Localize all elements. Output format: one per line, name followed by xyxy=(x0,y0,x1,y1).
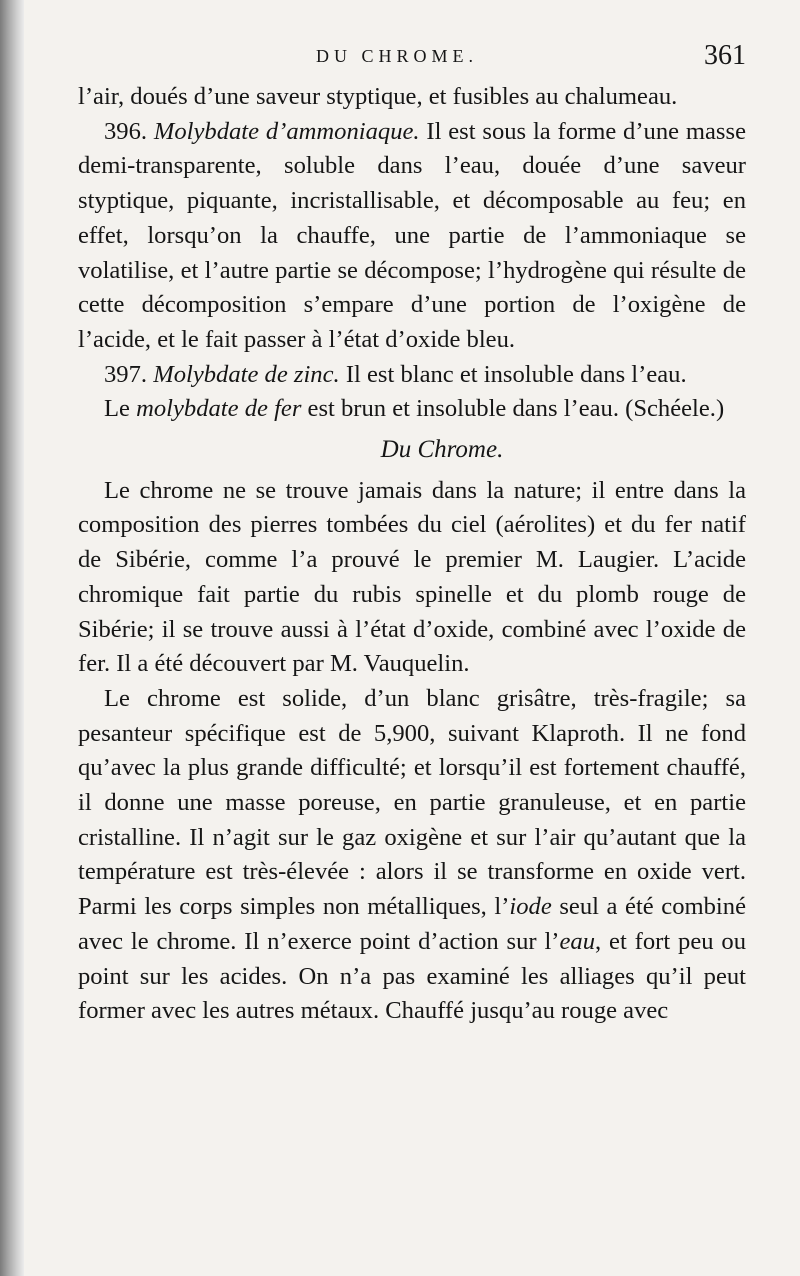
body-text xyxy=(78,80,746,1029)
paragraph-text: Le xyxy=(104,395,130,423)
section-number: 397. xyxy=(104,360,148,388)
paragraph-text: Il est blanc et insoluble dans l’eau. xyxy=(345,360,687,388)
inline-italic-term: eau xyxy=(559,927,596,955)
section-title: Molybdate de zinc. xyxy=(153,360,340,388)
paragraph-text: Le chrome est solide, d’un blanc grisâtre, très-fragile; sa pesanteur spécifique est de 5,900, suivant Klaproth. Il ne fond qu’avec la plus grande difficulté; et lorsqu’il est fortement chauffé, il donne une masse poreuse, en partie granuleuse, et en partie cristalline. Il n’agit sur le gaz oxigène et sur l’air qu’autant que la température est très-élevée : alors il se transforme en oxide vert. Parmi les corps simples non métalliques, l’ xyxy=(78,684,746,921)
page-number: 361 xyxy=(704,40,746,71)
paragraph-text: , et fort peu ou point sur les acides. On n’a pas examiné les alliages qu’il peut former avec les autres métaux. Chauffé jusqu’au rouge avec xyxy=(78,927,746,1025)
paragraph-text: est brun et insoluble dans l’eau. (Schéele.) xyxy=(307,395,725,423)
paragraph-chrome-origin xyxy=(78,474,746,682)
book-page xyxy=(78,40,746,1029)
paragraph-text: seul a été combiné avec le chrome. Il n’exerce point d’action sur l’ xyxy=(78,893,746,955)
paragraph-text: l’air, doués d’une saveur styptique, et fusibles au chalumeau. xyxy=(78,83,678,110)
inline-italic-term: molybdate de fer xyxy=(136,395,302,423)
paragraph-text: Le chrome ne se trouve jamais dans la nature; il entre dans la composition des pierres tombées du ciel (aérolites) et du fer natif de Sibérie, comme l’a prouvé le premier M. Laugier. L’acide chromique fait partie du rubis spinelle et du plomb rouge de Sibérie; il se trouve aussi à l’état d’oxide, combiné avec l’oxide de fer. Il a été découvert par M. Vauquelin. xyxy=(78,476,746,678)
paragraph-397 xyxy=(78,358,746,393)
paragraph-396 xyxy=(78,115,746,358)
running-title: DU CHROME. xyxy=(316,46,479,66)
paragraph-chrome-properties xyxy=(78,682,746,1029)
section-heading: Du Chrome. xyxy=(380,436,504,464)
section-number: 396. xyxy=(104,117,148,145)
paragraph-continuation xyxy=(78,80,746,115)
page-header xyxy=(78,40,746,80)
paragraph-text: Il est sous la forme d’une masse demi-transparente, soluble dans l’eau, douée d’une saveur styptique, piquante, incristallisable, et décomposable au feu; en effet, lorsqu’on la chauffe, une partie de l’ammoniaque se volatilise, et l’autre partie se décompose; l’hydrogène qui résulte de cette décomposition s’empare d’une portion de l’oxigène de l’acide, et le fait passer à l’état d’oxide bleu. xyxy=(78,117,746,353)
section-title: Molybdate d’ammoniaque. xyxy=(153,117,420,145)
page-binding-shadow xyxy=(0,0,24,1276)
paragraph-molybdate-fer xyxy=(78,392,746,427)
inline-italic-term: iode xyxy=(509,893,552,921)
